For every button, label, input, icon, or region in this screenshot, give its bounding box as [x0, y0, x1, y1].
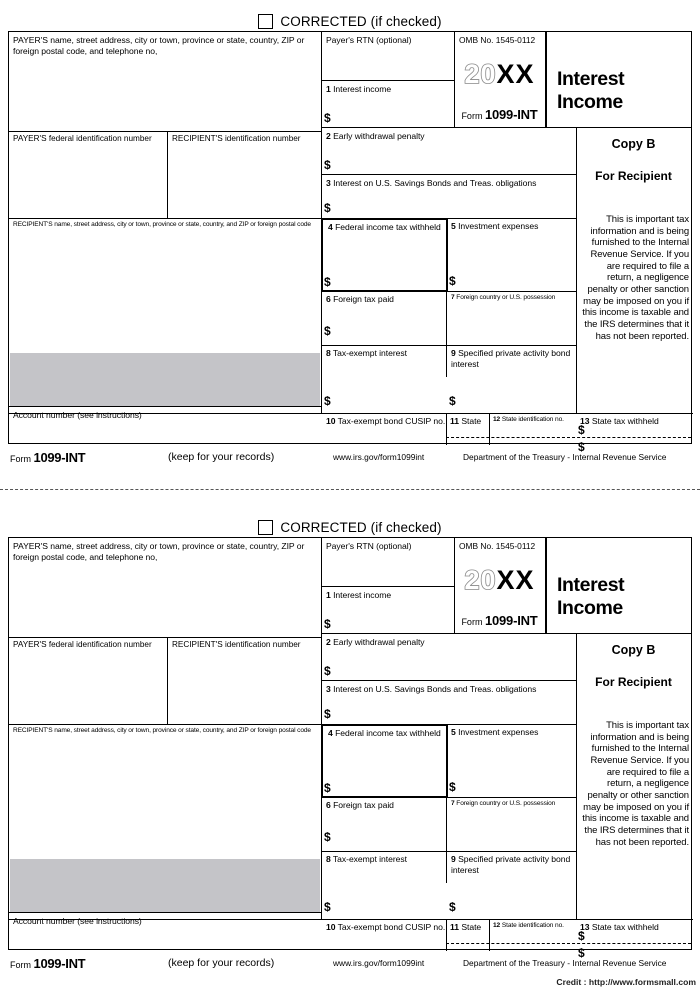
box13-dollar-1: $: [578, 423, 585, 437]
payer-rtn-label-2: Payer's RTN (optional): [326, 541, 412, 551]
corrected-checkbox[interactable]: [258, 14, 273, 29]
form-number-2: 1099-INT: [484, 613, 538, 628]
copy-b-label: Copy B: [611, 137, 656, 151]
box6-label: 6 Foreign tax paid: [326, 294, 394, 304]
box6-label-2: 6 Foreign tax paid: [326, 800, 394, 810]
box9-dollar-2: $: [449, 900, 456, 914]
account-number-label: Account number (see instructions): [13, 410, 142, 420]
payer-tin-label: PAYER'S federal identification number: [13, 134, 152, 143]
form-identifier: [454, 107, 545, 122]
box1-label: 1 Interest income: [326, 84, 392, 94]
box9-label-2: 9 Specified private activity bond interest: [451, 854, 571, 875]
rule-gray-bottom-2: [9, 912, 321, 913]
footer-form-word-2: Form: [10, 960, 31, 970]
recipient-name-label: RECIPIENT'S name, street address, city or town, province or state, country, and ZIP or foreign postal code: [13, 221, 311, 228]
box2-cell-2[interactable]: [326, 637, 576, 648]
box10-cell-2[interactable]: [326, 922, 446, 933]
form-copy-1: [0, 0, 700, 470]
vrule-box11-left: [446, 413, 447, 445]
box4-dollar: $: [324, 275, 331, 289]
form-word-2: Form: [461, 617, 483, 627]
rule-tin-top: [9, 131, 321, 132]
rule-gray-bottom: [9, 406, 321, 407]
box8-dollar: $: [324, 394, 331, 408]
box8-label-2: 8 Tax-exempt interest: [326, 854, 407, 864]
box4-cell[interactable]: [321, 218, 448, 292]
box4-label-2: 4 Federal income tax withheld: [328, 728, 441, 738]
for-recipient-label: For Recipient: [595, 169, 672, 183]
tax-year: [454, 61, 545, 88]
rule-box2-bottom: [321, 174, 576, 175]
box13-dollar-2: $: [578, 440, 585, 454]
box12-label: 12 State identification no.: [493, 416, 564, 423]
box2-dollar-2: $: [324, 664, 331, 678]
box8-cell-2[interactable]: [326, 854, 441, 865]
box10-cell[interactable]: [326, 416, 446, 427]
account-number-label-2: Account number (see instructions): [13, 916, 142, 926]
omb-label: OMB No. 1545-0112: [459, 35, 536, 45]
omb-label-2: OMB No. 1545-0112: [459, 541, 536, 551]
recipient-notice: This is important tax information and is being furnished to the Internal Revenue Service. If you are required to file a return, a negligence penalty or other sanction may be imposed on you if this income is taxable and the IRS determines that it has not been reported.: [582, 214, 689, 342]
box1-label-2: 1 Interest income: [326, 590, 392, 600]
gray-shaded-band: [10, 353, 320, 406]
year-prefix: 20: [464, 59, 497, 89]
box13-cell-2[interactable]: [580, 922, 690, 933]
form-copy-2: [0, 506, 700, 976]
payer-name-label: PAYER'S name, street address, city or town, province or state, country, ZIP or foreign postal code, and telephone no,: [13, 35, 305, 56]
footer-department-2: Department of the Treasury - Internal Revenue Service: [463, 958, 667, 968]
footer-form-word: Form: [10, 454, 31, 464]
footer-url[interactable]: www.irs.gov/form1099int: [333, 452, 425, 462]
recipient-name-cell-2[interactable]: [13, 727, 318, 735]
payer-tin-label-2: PAYER'S federal identification number: [13, 640, 152, 649]
copy-separator-cut-line: [0, 489, 700, 490]
state-rows-divider-2: [446, 943, 691, 944]
year-suffix-2: XX: [496, 565, 535, 595]
vrule-tin: [167, 131, 168, 218]
box13-label-2: 13 State tax withheld: [580, 922, 659, 932]
recipient-name-cell[interactable]: [13, 221, 318, 229]
for-recipient-label-2: For Recipient: [595, 675, 672, 689]
footer-form-number-2: 1099-INT: [33, 956, 86, 971]
vrule-box12-left: [489, 413, 490, 445]
box2-dollar: $: [324, 158, 331, 172]
corrected-checkbox-2[interactable]: [258, 520, 273, 535]
box1-cell-2[interactable]: [326, 590, 448, 601]
payer-name-cell[interactable]: [13, 35, 313, 56]
form-number: 1099-INT: [484, 107, 538, 122]
footer-keep-note-2: (keep for your records): [168, 957, 275, 969]
box9-cell-2[interactable]: [451, 854, 571, 875]
recipient-name-label-2: RECIPIENT'S name, street address, city or town, province or state, country, and ZIP or foreign postal code: [13, 727, 311, 734]
vrule-omb-right-2: [546, 538, 547, 633]
box5-cell-2[interactable]: [451, 727, 573, 738]
state-rows-divider: [446, 437, 691, 438]
recipient-tin-label-2: RECIPIENT'S identification number: [172, 640, 301, 649]
recipient-notice-2: This is important tax information and is being furnished to the Internal Revenue Service. If you are required to file a return, a negligence penalty or other sanction may be imposed on you if this income is taxable and the IRS determines that it has not been reported.: [582, 720, 689, 848]
box7-cell-2[interactable]: [451, 800, 575, 808]
box12-cell-2[interactable]: [493, 922, 577, 930]
footer-department: Department of the Treasury - Internal Revenue Service: [463, 452, 667, 462]
box5-dollar-2: $: [449, 780, 456, 794]
payer-name-label-2: PAYER'S name, street address, city or town, province or state, country, ZIP or foreign postal code, and telephone no,: [13, 541, 305, 562]
box5-dollar: $: [449, 274, 456, 288]
footer-form-id: [10, 450, 85, 465]
corrected-label-2: CORRECTED (if checked): [280, 519, 442, 535]
box13-dollar-2-1: $: [578, 929, 585, 943]
box6-cell-2[interactable]: [326, 800, 444, 811]
form-body-2: [8, 537, 692, 960]
box13-dollar-2-2: $: [578, 946, 585, 960]
box2-label-2: 2 Early withdrawal penalty: [326, 637, 425, 647]
rule-box5-bottom-2: [446, 797, 576, 798]
payer-tin-cell[interactable]: [13, 134, 165, 144]
footer-keep-note: (keep for your records): [168, 451, 275, 463]
box2-label: 2 Early withdrawal penalty: [326, 131, 425, 141]
box9-cell[interactable]: [451, 348, 571, 369]
credit-watermark: Credit : http://www.formsmall.com: [556, 977, 696, 987]
recipient-tin-cell[interactable]: [172, 134, 317, 144]
rule-box67-bottom-2: [321, 851, 576, 852]
box3-cell[interactable]: [326, 178, 576, 189]
vrule-tin-2: [167, 637, 168, 724]
rule-rtn-bottom: [321, 80, 454, 81]
box6-dollar: $: [324, 324, 331, 338]
box7-label-2: 7 Foreign country or U.S. possession: [451, 800, 556, 807]
box5-label: 5 Investment expenses: [451, 221, 539, 231]
box6-dollar-2: $: [324, 830, 331, 844]
page-title: Interest Income: [557, 68, 625, 113]
box5-label-2: 5 Investment expenses: [451, 727, 539, 737]
box9-label: 9 Specified private activity bond interest: [451, 348, 571, 369]
form-identifier-2: [454, 613, 545, 628]
tax-year-2: [454, 567, 545, 594]
rule-box2-bottom-2: [321, 680, 576, 681]
box3-label-2: 3 Interest on U.S. Savings Bonds and Treas. obligations: [326, 684, 537, 694]
box4-dollar-2: $: [324, 781, 331, 795]
rule-tin-bottom-2: [9, 724, 321, 725]
box1-dollar: $: [324, 111, 331, 125]
year-suffix: XX: [496, 59, 535, 89]
rule-box5-bottom: [446, 291, 576, 292]
corrected-label: CORRECTED (if checked): [280, 13, 442, 29]
box8-cell[interactable]: [326, 348, 441, 359]
payer-tin-cell-2[interactable]: [13, 640, 165, 650]
payer-rtn-cell[interactable]: [326, 35, 448, 46]
recipient-tin-cell-2[interactable]: [172, 640, 317, 650]
vrule-omb-right: [546, 32, 547, 127]
box8-label: 8 Tax-exempt interest: [326, 348, 407, 358]
box8-dollar-2: $: [324, 900, 331, 914]
box11-cell[interactable]: [450, 416, 486, 427]
box5-cell[interactable]: [451, 221, 573, 232]
box11-label: 11 State: [450, 416, 482, 426]
vrule-box12-left-2: [489, 919, 490, 951]
footer-url-2[interactable]: www.irs.gov/form1099int: [333, 958, 425, 968]
account-number-cell[interactable]: [13, 410, 313, 421]
box13-cell[interactable]: [580, 416, 690, 427]
corrected-row-2: [0, 518, 700, 536]
form-footer-2: [8, 956, 692, 972]
payer-rtn-cell-2[interactable]: [326, 541, 448, 552]
box12-cell[interactable]: [493, 416, 577, 424]
box7-cell[interactable]: [451, 294, 575, 302]
box2-cell[interactable]: [326, 131, 576, 142]
gray-shaded-band-2: [10, 859, 320, 912]
rule-tin-top-2: [9, 637, 321, 638]
payer-rtn-label: Payer's RTN (optional): [326, 35, 412, 45]
box9-dollar: $: [449, 394, 456, 408]
box13-label: 13 State tax withheld: [580, 416, 659, 426]
form-word: Form: [461, 111, 483, 121]
box10-label: 10 Tax-exempt bond CUSIP no.: [326, 416, 446, 426]
corrected-row: [0, 12, 700, 30]
box3-dollar-2: $: [324, 707, 331, 721]
box4-cell-2[interactable]: [321, 724, 448, 798]
box1-cell[interactable]: [326, 84, 448, 95]
box3-dollar: $: [324, 201, 331, 215]
omb-block: [454, 32, 546, 127]
rule-box1-bottom-2: [321, 633, 691, 634]
box7-label: 7 Foreign country or U.S. possession: [451, 294, 556, 301]
rule-tin-bottom: [9, 218, 321, 219]
box11-cell-2[interactable]: [450, 922, 486, 933]
vrule-box11-left-2: [446, 919, 447, 951]
box4-label: 4 Federal income tax withheld: [328, 222, 441, 232]
rule-box67-bottom: [321, 345, 576, 346]
form-body: [8, 31, 692, 454]
box12-label-2: 12 State identification no.: [493, 922, 564, 929]
omb-block-2: [454, 538, 546, 633]
box1-dollar-2: $: [324, 617, 331, 631]
footer-form-number: 1099-INT: [33, 450, 86, 465]
payer-name-cell-2[interactable]: [13, 541, 313, 562]
box11-label-2: 11 State: [450, 922, 482, 932]
recipient-tin-label: RECIPIENT'S identification number: [172, 134, 301, 143]
form-footer: [8, 450, 692, 466]
account-number-cell-2[interactable]: [13, 916, 313, 927]
footer-form-id-2: [10, 956, 85, 971]
box6-cell[interactable]: [326, 294, 444, 305]
copy-b-label-2: Copy B: [611, 643, 656, 657]
page-title-2: Interest Income: [557, 574, 625, 619]
box3-cell-2[interactable]: [326, 684, 576, 695]
box10-label-2: 10 Tax-exempt bond CUSIP no.: [326, 922, 446, 932]
rule-rtn-bottom-2: [321, 586, 454, 587]
year-prefix-2: 20: [464, 565, 497, 595]
rule-box1-bottom: [321, 127, 691, 128]
box3-label: 3 Interest on U.S. Savings Bonds and Treas. obligations: [326, 178, 537, 188]
